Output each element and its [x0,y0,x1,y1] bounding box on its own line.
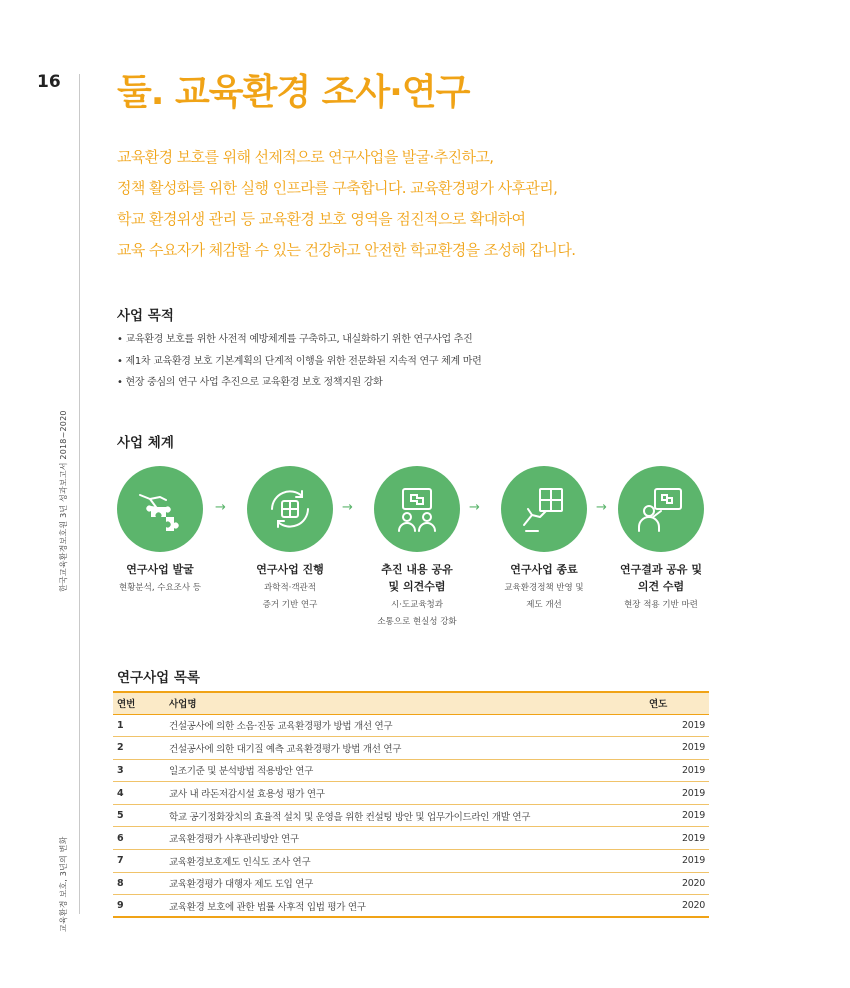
row-no: 4 [113,782,169,805]
hand-puzzle-icon [117,466,203,552]
row-no: 6 [113,827,169,850]
purpose-list [117,329,481,394]
process-step-complete [484,466,604,614]
process-step-progress [230,466,350,614]
row-no: 9 [113,895,169,918]
table-row [113,850,709,873]
step-description: 교육환경정책 반영 및 제도 개선 [504,583,584,610]
step-description: 과학적·객관적 증거 기반 연구 [262,583,318,610]
purpose-item: • 교육환경 보호를 위한 사전적 예방체계를 구축하고, 내실화하기 위한 연구사업 추진 [117,329,481,351]
people-puzzle-board-icon [374,466,460,552]
step-title: 추진 내용 공유 및 의견수렴 [381,563,453,593]
purpose-heading: 사업 목적 [117,308,174,324]
table-row [113,872,709,895]
arrow-right-icon: → [469,500,480,515]
table-row [113,895,709,918]
row-year: 2020 [649,872,709,895]
step-title: 연구사업 발굴 [126,563,194,576]
table-row [113,759,709,782]
purpose-item: • 현장 중심의 연구 사업 추진으로 교육환경 보호 정책지원 강화 [117,372,481,394]
column-header-no: 연번 [113,692,169,714]
row-no: 8 [113,872,169,895]
step-description: 현황분석, 수요조사 등 [118,583,201,593]
chapter-title: 둘. 교육환경 조사·연구 [117,72,470,113]
sidebar-report-title: 한국교육환경보호원 3년 성과보고서 2018~2020 [59,410,68,592]
row-year: 2019 [649,850,709,873]
intro-line: 학교 환경위생 관리 등 교육환경 보호 영역을 점진적으로 확대하여 [117,210,526,228]
row-name: 교육환경 보호에 관한 법률 사후적 입법 평가 연구 [169,895,649,918]
table-row [113,782,709,805]
row-name: 학교 공기정화장치의 효율적 설치 및 운영을 위한 컨설팅 방안 및 업무가이드라인 개발 연구 [169,804,649,827]
row-no: 3 [113,759,169,782]
process-step-share [357,466,477,631]
process-step-discover [100,466,220,597]
presenter-puzzle-board-icon [618,466,704,552]
row-name: 일조기준 및 분석방법 적용방안 연구 [169,759,649,782]
row-name: 건설공사에 의한 소음·진동 교육환경평가 방법 개선 연구 [169,714,649,737]
sidebar-section-name: 교육환경 보호, 3년의 변화 [59,836,68,932]
row-year: 2020 [649,895,709,918]
table-row [113,827,709,850]
table-row [113,804,709,827]
system-heading: 사업 체계 [117,435,174,451]
row-year: 2019 [649,737,709,760]
table-header-row [113,692,709,714]
row-year: 2019 [649,804,709,827]
step-title: 연구사업 진행 [256,563,324,576]
row-year: 2019 [649,759,709,782]
arrow-right-icon: → [596,500,607,515]
row-no: 7 [113,850,169,873]
step-title: 연구결과 공유 및 의견 수렴 [619,563,703,593]
row-name: 교육환경평가 대행자 제도 도입 연구 [169,872,649,895]
table-row [113,737,709,760]
intro-line: 교육 수요자가 체감할 수 있는 건강하고 안전한 학교환경을 조성해 갑니다. [117,241,576,259]
side-divider [79,74,80,914]
hand-puzzle-complete-icon [501,466,587,552]
step-description: 현장 적용 기반 마련 [624,600,698,610]
table-row [113,714,709,737]
projects-heading: 연구사업 목록 [117,670,200,686]
arrow-right-icon: → [342,500,353,515]
puzzle-cycle-icon [247,466,333,552]
page-number: 16 [37,72,61,92]
column-header-name: 사업명 [169,692,649,714]
row-name: 교육환경보호제도 인식도 조사 연구 [169,850,649,873]
process-step-results [601,466,721,614]
step-description: 시·도교육청과 소통으로 현실성 강화 [377,600,457,627]
step-title: 연구사업 종료 [510,563,578,576]
intro-line: 정책 활성화를 위한 실행 인프라를 구축합니다. 교육환경평가 사후관리, [117,179,558,197]
intro-paragraph [117,142,757,266]
row-no: 5 [113,804,169,827]
row-no: 2 [113,737,169,760]
row-name: 건설공사에 의한 대기질 예측 교육환경평가 방법 개선 연구 [169,737,649,760]
row-year: 2019 [649,782,709,805]
row-name: 교사 내 라돈저감시설 효용성 평가 연구 [169,782,649,805]
row-year: 2019 [649,714,709,737]
column-header-year: 연도 [649,692,709,714]
arrow-right-icon: → [215,500,226,515]
intro-line: 교육환경 보호를 위해 선제적으로 연구사업을 발굴·추진하고, [117,148,494,166]
row-name: 교육환경평가 사후관리방안 연구 [169,827,649,850]
row-no: 1 [113,714,169,737]
projects-table [113,691,709,918]
purpose-item: • 제1차 교육환경 보호 기본계획의 단계적 이행을 위한 전문화된 지속적 연구 체계 마련 [117,351,481,373]
row-year: 2019 [649,827,709,850]
